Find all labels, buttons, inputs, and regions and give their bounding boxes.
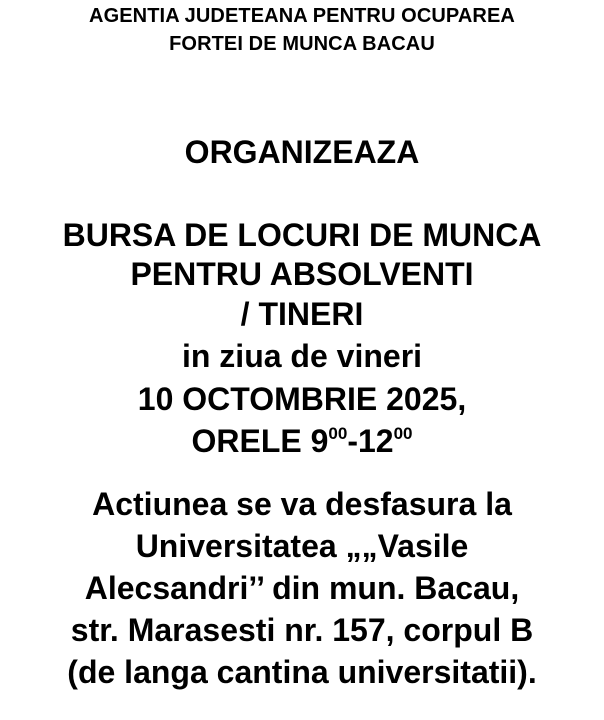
- event-date: 10 OCTOMBRIE 2025,: [137, 381, 467, 417]
- event-title-line-2: PENTRU ABSOLVENTI: [130, 256, 474, 292]
- hours-prefix: ORELE 9: [191, 423, 329, 459]
- hours-end-minutes: 00: [393, 424, 413, 443]
- hours-separator: -12: [347, 423, 394, 459]
- agency-name-line-1: AGENTIA JUDETEANA PENTRU OCUPAREA: [89, 5, 515, 27]
- location-line-4: str. Marasesti nr. 157, corpul B: [70, 612, 534, 648]
- event-title-line-1: BURSA DE LOCURI DE MUNCA: [62, 217, 542, 253]
- event-hours: [0, 425, 604, 457]
- location-line-1: Actiunea se va desfasura la: [92, 486, 512, 522]
- location-line-5: (de langa cantina universitatii).: [67, 654, 537, 690]
- hours-start-minutes: 00: [328, 424, 348, 443]
- event-title-line-3: / TINERI: [240, 296, 364, 332]
- agency-name-line-2: FORTEI DE MUNCA BACAU: [169, 33, 435, 55]
- location-line-2: Universitatea „„Vasile: [135, 528, 469, 564]
- event-day: in ziua de vineri: [181, 338, 423, 374]
- location-line-3: Alecsandri’’ din mun. Bacau,: [84, 570, 520, 606]
- organizes-heading: ORGANIZEAZA: [184, 134, 420, 170]
